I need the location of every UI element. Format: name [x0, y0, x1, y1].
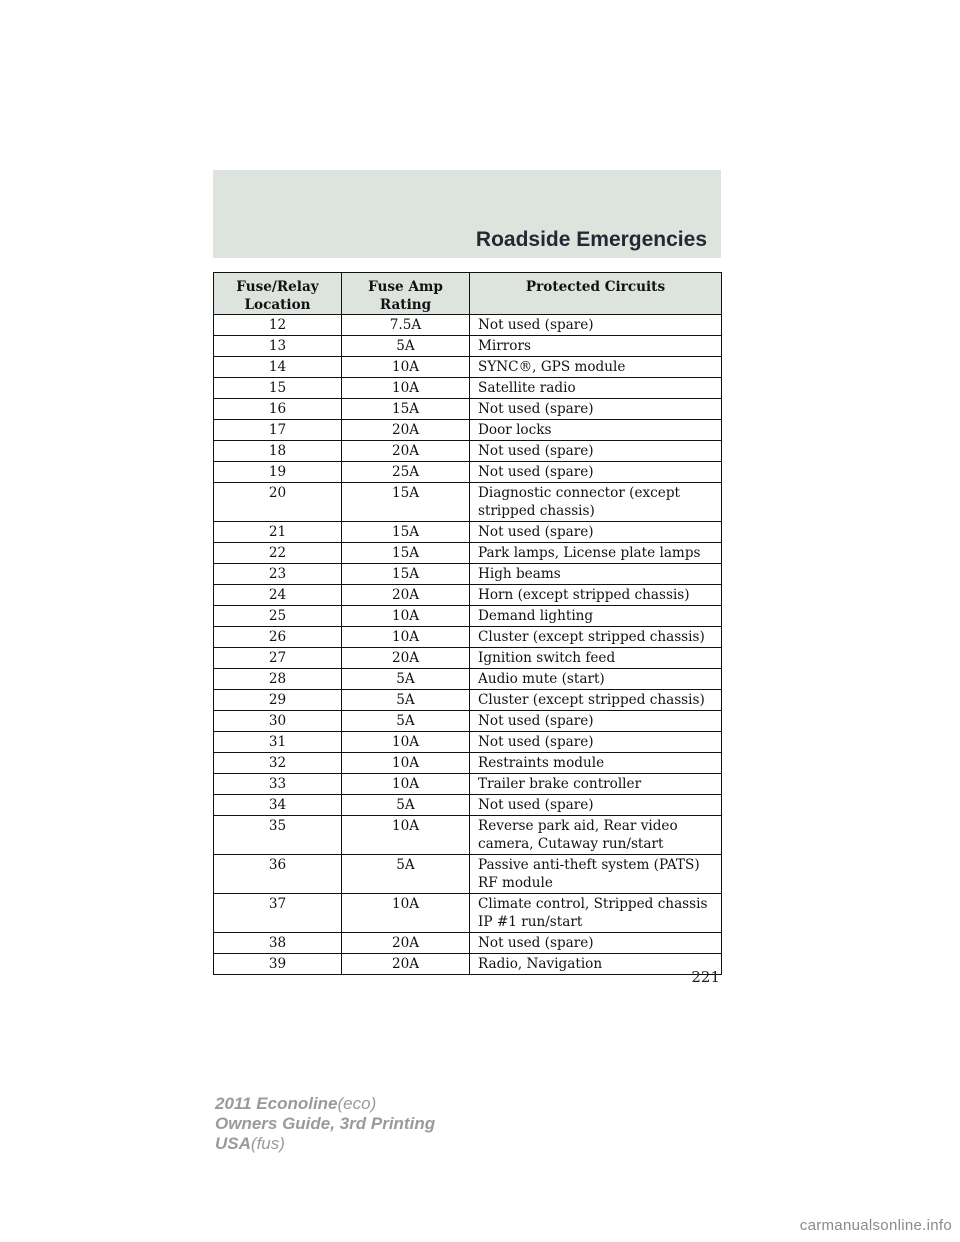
cell-location: 16 — [214, 399, 342, 420]
table-row — [214, 894, 722, 933]
cell-amp-rating: 10A — [342, 606, 470, 627]
cell-protected-circuit: Horn (except stripped chassis) — [470, 585, 722, 606]
footer-market-code: (fus) — [250, 1134, 285, 1153]
cell-protected-circuit: Passive anti-theft system (PATS) RF module — [470, 855, 722, 894]
cell-amp-rating: 20A — [342, 933, 470, 954]
cell-amp-rating: 10A — [342, 774, 470, 795]
footer-printing: Owners Guide, 3rd Printing — [215, 1114, 436, 1133]
cell-amp-rating: 10A — [342, 732, 470, 753]
cell-amp-rating: 20A — [342, 420, 470, 441]
page-number: 221 — [691, 968, 720, 986]
cell-amp-rating: 10A — [342, 753, 470, 774]
cell-location: 31 — [214, 732, 342, 753]
cell-protected-circuit: Satellite radio — [470, 378, 722, 399]
cell-amp-rating: 10A — [342, 378, 470, 399]
cell-location: 20 — [214, 483, 342, 522]
cell-location: 24 — [214, 585, 342, 606]
section-header-band — [213, 170, 721, 258]
table-row — [214, 462, 722, 483]
table-row — [214, 441, 722, 462]
cell-protected-circuit: Not used (spare) — [470, 315, 722, 336]
cell-protected-circuit: Radio, Navigation — [470, 954, 722, 975]
cell-location: 21 — [214, 522, 342, 543]
cell-amp-rating: 10A — [342, 894, 470, 933]
table-row — [214, 732, 722, 753]
table-row — [214, 399, 722, 420]
cell-protected-circuit: Cluster (except stripped chassis) — [470, 690, 722, 711]
cell-location: 23 — [214, 564, 342, 585]
cell-protected-circuit: Diagnostic connector (except stripped chassis) — [470, 483, 722, 522]
cell-protected-circuit: Ignition switch feed — [470, 648, 722, 669]
fuse-table-body — [214, 315, 722, 975]
cell-protected-circuit: Not used (spare) — [470, 795, 722, 816]
cell-protected-circuit: Park lamps, License plate lamps — [470, 543, 722, 564]
cell-location: 14 — [214, 357, 342, 378]
cell-protected-circuit: High beams — [470, 564, 722, 585]
footer-market: USA — [215, 1134, 251, 1153]
table-row — [214, 711, 722, 732]
cell-amp-rating: 10A — [342, 627, 470, 648]
cell-location: 28 — [214, 669, 342, 690]
cell-location: 38 — [214, 933, 342, 954]
cell-location: 19 — [214, 462, 342, 483]
footer-model: 2011 Econoline — [215, 1094, 338, 1113]
footer-line-2 — [215, 1114, 435, 1134]
footer-line-1 — [215, 1094, 435, 1114]
cell-protected-circuit: Not used (spare) — [470, 933, 722, 954]
cell-amp-rating: 15A — [342, 399, 470, 420]
cell-location: 36 — [214, 855, 342, 894]
cell-amp-rating: 5A — [342, 669, 470, 690]
cell-protected-circuit: Not used (spare) — [470, 441, 722, 462]
cell-protected-circuit: Trailer brake controller — [470, 774, 722, 795]
cell-location: 32 — [214, 753, 342, 774]
table-row — [214, 378, 722, 399]
cell-amp-rating: 20A — [342, 441, 470, 462]
table-row — [214, 690, 722, 711]
cell-protected-circuit: Climate control, Stripped chassis IP #1 run/start — [470, 894, 722, 933]
header-location: Fuse/Relay Location — [214, 273, 342, 315]
cell-location: 37 — [214, 894, 342, 933]
table-row — [214, 933, 722, 954]
table-row — [214, 774, 722, 795]
document-footer — [215, 1094, 435, 1154]
cell-protected-circuit: SYNC®, GPS module — [470, 357, 722, 378]
footer-model-code: (eco) — [337, 1094, 377, 1113]
cell-location: 35 — [214, 816, 342, 855]
cell-amp-rating: 5A — [342, 711, 470, 732]
cell-location: 34 — [214, 795, 342, 816]
cell-amp-rating: 20A — [342, 648, 470, 669]
cell-amp-rating: 5A — [342, 690, 470, 711]
table-row — [214, 816, 722, 855]
table-row — [214, 420, 722, 441]
table-header-row — [214, 273, 722, 315]
cell-location: 17 — [214, 420, 342, 441]
header-protected-circuits: Protected Circuits — [470, 273, 722, 315]
table-row — [214, 954, 722, 975]
fuse-table — [213, 272, 722, 975]
table-row — [214, 753, 722, 774]
cell-location: 39 — [214, 954, 342, 975]
table-row — [214, 483, 722, 522]
cell-protected-circuit: Audio mute (start) — [470, 669, 722, 690]
cell-protected-circuit: Demand lighting — [470, 606, 722, 627]
cell-amp-rating: 10A — [342, 357, 470, 378]
table-row — [214, 606, 722, 627]
cell-amp-rating: 15A — [342, 483, 470, 522]
table-row — [214, 669, 722, 690]
table-row — [214, 627, 722, 648]
cell-protected-circuit: Restraints module — [470, 753, 722, 774]
table-row — [214, 795, 722, 816]
cell-amp-rating: 5A — [342, 855, 470, 894]
cell-location: 22 — [214, 543, 342, 564]
cell-location: 33 — [214, 774, 342, 795]
cell-protected-circuit: Mirrors — [470, 336, 722, 357]
cell-protected-circuit: Not used (spare) — [470, 711, 722, 732]
table-row — [214, 585, 722, 606]
table-row — [214, 522, 722, 543]
cell-location: 18 — [214, 441, 342, 462]
table-row — [214, 855, 722, 894]
cell-amp-rating: 7.5A — [342, 315, 470, 336]
cell-protected-circuit: Cluster (except stripped chassis) — [470, 627, 722, 648]
cell-location: 27 — [214, 648, 342, 669]
cell-protected-circuit: Reverse park aid, Rear video camera, Cutaway run/start — [470, 816, 722, 855]
watermark: carmanualsonline.info — [799, 1217, 952, 1234]
header-amp-rating: Fuse Amp Rating — [342, 273, 470, 315]
cell-location: 13 — [214, 336, 342, 357]
table-row — [214, 648, 722, 669]
section-title: Roadside Emergencies — [475, 228, 707, 251]
cell-amp-rating: 15A — [342, 543, 470, 564]
cell-location: 25 — [214, 606, 342, 627]
table-row — [214, 543, 722, 564]
cell-protected-circuit: Not used (spare) — [470, 399, 722, 420]
cell-location: 26 — [214, 627, 342, 648]
footer-line-3 — [215, 1134, 435, 1154]
cell-amp-rating: 15A — [342, 564, 470, 585]
cell-protected-circuit: Not used (spare) — [470, 522, 722, 543]
cell-amp-rating: 25A — [342, 462, 470, 483]
table-row — [214, 564, 722, 585]
cell-protected-circuit: Not used (spare) — [470, 462, 722, 483]
cell-location: 29 — [214, 690, 342, 711]
table-row — [214, 357, 722, 378]
cell-location: 12 — [214, 315, 342, 336]
cell-amp-rating: 5A — [342, 795, 470, 816]
table-row — [214, 336, 722, 357]
cell-amp-rating: 5A — [342, 336, 470, 357]
cell-location: 15 — [214, 378, 342, 399]
cell-location: 30 — [214, 711, 342, 732]
cell-protected-circuit: Door locks — [470, 420, 722, 441]
cell-protected-circuit: Not used (spare) — [470, 732, 722, 753]
table-row — [214, 315, 722, 336]
cell-amp-rating: 20A — [342, 585, 470, 606]
cell-amp-rating: 10A — [342, 816, 470, 855]
cell-amp-rating: 20A — [342, 954, 470, 975]
cell-amp-rating: 15A — [342, 522, 470, 543]
